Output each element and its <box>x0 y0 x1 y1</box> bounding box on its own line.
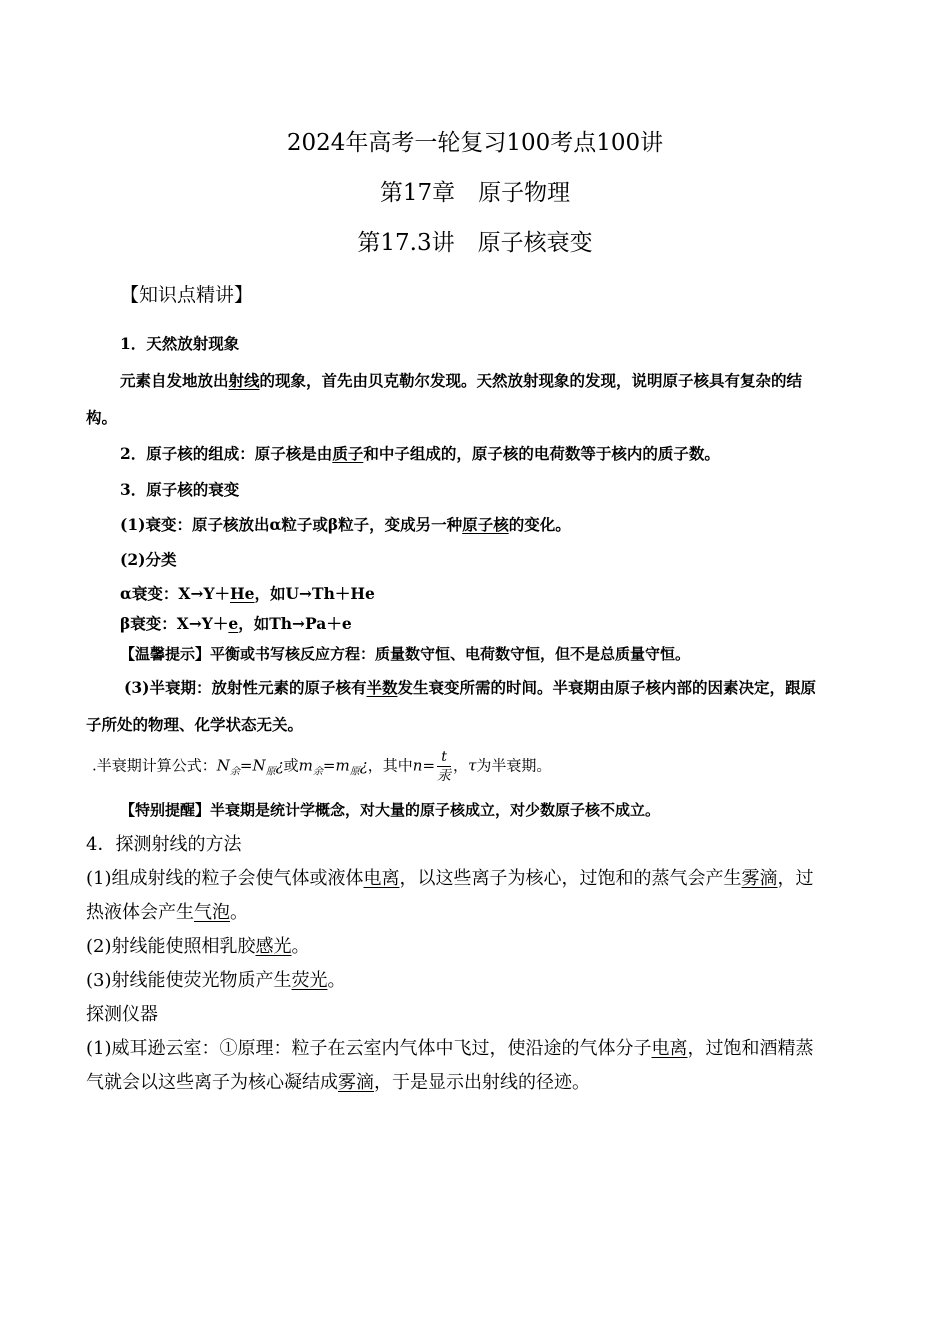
term-half: 半数 <box>366 678 398 697</box>
term-droplet-2: 雾滴 <box>338 1072 374 1093</box>
s1-paragraph-cont: 构。 <box>86 408 118 427</box>
term-photosensitive: 感光 <box>255 936 292 957</box>
s4-p1-cont: 热液体会产生气泡。 <box>86 902 248 923</box>
term-ray: 射线 <box>228 371 260 390</box>
term-droplet: 雾滴 <box>741 868 778 889</box>
main-title: 2024年高考一轮复习100考点100讲 <box>286 130 664 156</box>
term-he: He <box>230 584 255 603</box>
section-header: 【知识点精讲】 <box>120 284 254 306</box>
half-life: (3)半衰期：放射性元素的原子核有半数发生衰变所需的时间。半衰期由原子核内部的因素决定，跟原 <box>124 678 816 697</box>
term-e: e <box>228 614 239 633</box>
half-life-cont: 子所处的物理、化学状态无关。 <box>86 715 304 734</box>
s2-paragraph: 2．原子核的组成：原子核是由质子和中子组成的，原子核的电荷数等于核内的质子数。 <box>120 444 720 463</box>
special-note: 【特别提醒】半衰期是统计学概念，对大量的原子核成立，对少数原子核不成立。 <box>120 801 661 819</box>
term-ionize-2: 电离 <box>651 1038 688 1059</box>
term-ionize: 电离 <box>363 868 400 889</box>
s1-paragraph: 元素自发地放出射线的现象，首先由贝克勒尔发现。天然放射现象的发现，说明原子核具有复杂的结 <box>120 371 803 390</box>
s4-p4: (1)威耳逊云室：①原理：粒子在云室内气体中飞过，使沿途的气体分子电离，过饱和酒精蒸 <box>86 1038 814 1059</box>
s3-decay: (1)衰变：原子核放出α粒子或β粒子，变成另一种原子核的变化。 <box>120 515 571 534</box>
fraction: $\frac{t}{\text{汞}}$ <box>437 749 452 784</box>
beta-decay: β衰变：X→Y＋e，如Th→Pa＋e <box>120 614 352 633</box>
term-nucleus: 原子核 <box>462 515 509 534</box>
s1-heading: 1．天然放射现象 <box>120 334 240 353</box>
s4-p2: (2)射线能使照相乳胶感光。 <box>86 936 310 957</box>
s4-p4-cont: 气就会以这些离子为核心凝结成雾滴，于是显示出射线的径迹。 <box>86 1072 590 1093</box>
term-fluorescence: 荧光 <box>291 970 328 991</box>
tip-note: 【温馨提示】平衡或书写核反应方程：质量数守恒、电荷数守恒，但不是总质量守恒。 <box>120 645 691 663</box>
s4-heading: 4．探测射线的方法 <box>86 834 242 855</box>
chapter-title: 第17章 原子物理 <box>379 180 571 206</box>
term-proton: 质子 <box>332 444 364 463</box>
s4-p3: (3)射线能使荧光物质产生荧光。 <box>86 970 346 991</box>
half-life-formula: .半衰期计算公式：$N_余=N_原¿$或$m_余=m_原¿$，其中n= $\frac{t}{\text{汞}}$ ，τ为半衰期。 <box>92 749 552 784</box>
instruments-heading: 探测仪器 <box>86 1004 158 1025</box>
alpha-decay: α衰变：X→Y＋He，如U→Th＋He <box>120 584 375 603</box>
term-bubble: 气泡 <box>194 902 230 923</box>
s3-classify: (2)分类 <box>120 550 177 569</box>
s4-p1: (1)组成射线的粒子会使气体或液体电离，以这些离子为核心，过饱和的蒸气会产生雾滴，过 <box>86 868 814 889</box>
s3-heading: 3．原子核的衰变 <box>120 480 240 499</box>
lecture-title: 第17.3讲 原子核衰变 <box>357 230 593 256</box>
